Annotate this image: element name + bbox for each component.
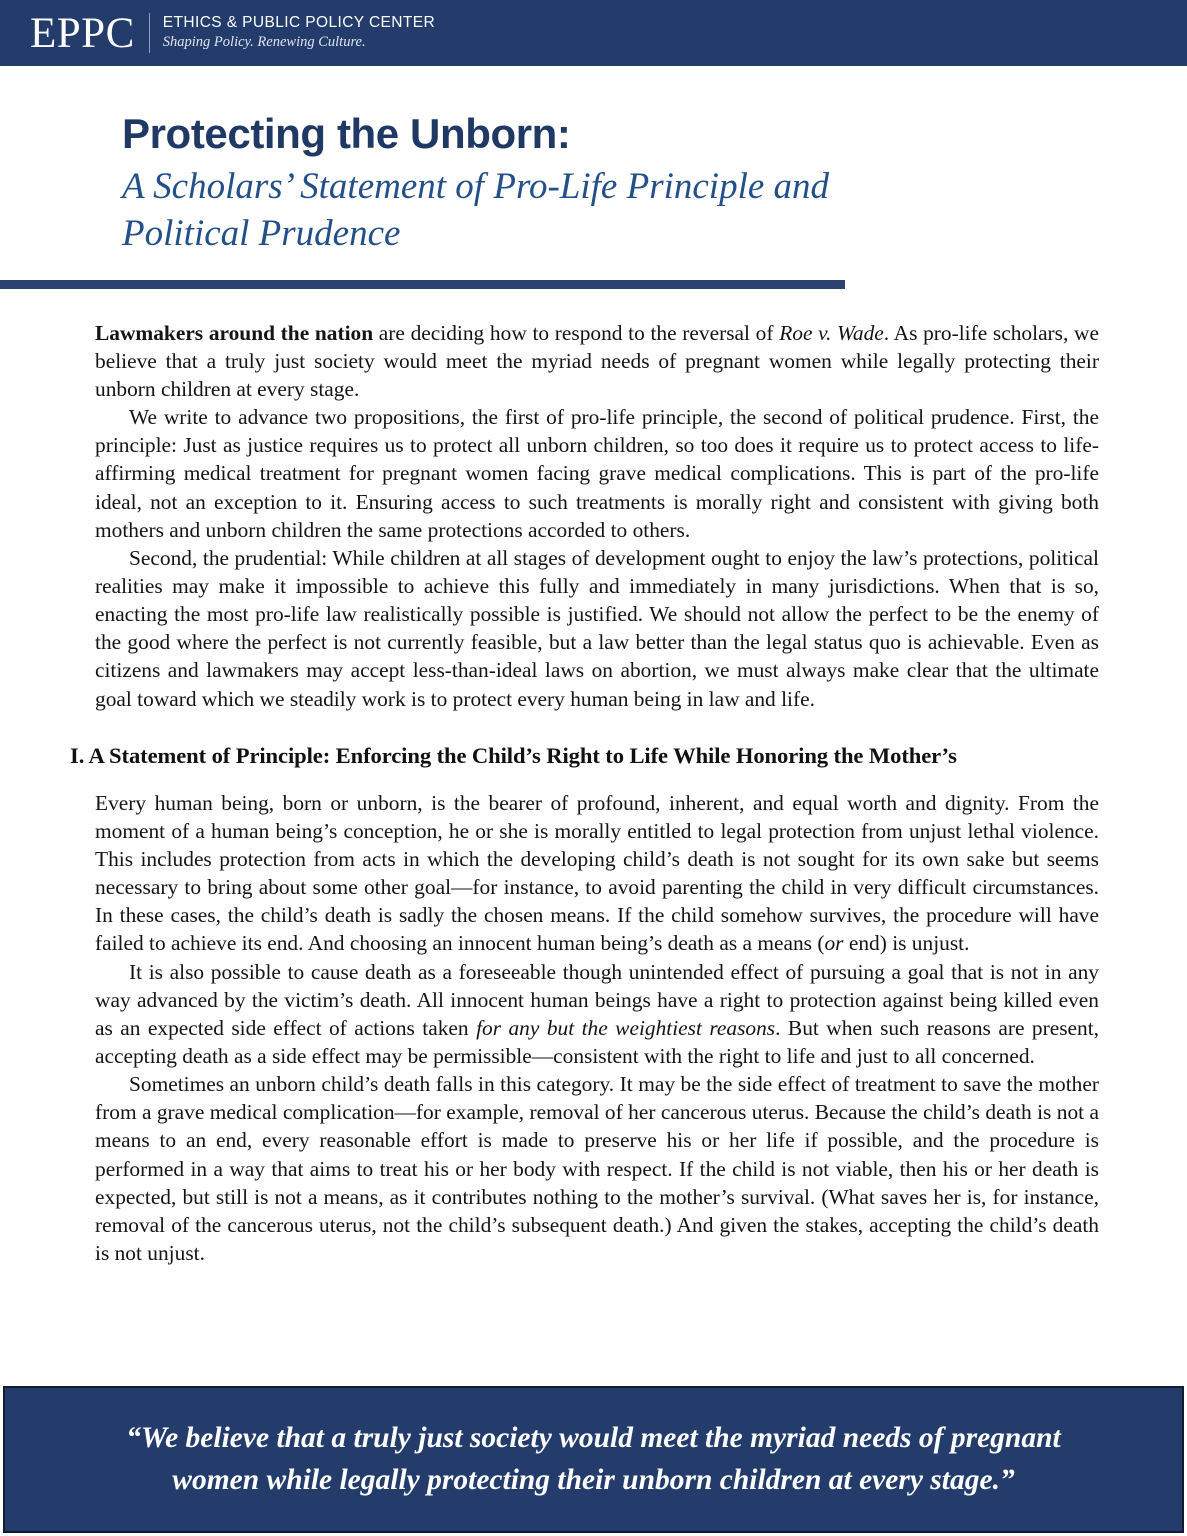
paragraph-intro-tail: . As pro-life scholars, we believe that a truly just society would meet the myriad needs of pregnant women while legally protecting their unborn children at every stage. bbox=[95, 320, 1099, 402]
footer-pull-quote-band bbox=[3, 1386, 1184, 1533]
paragraph-unborn-child-side-effect: Sometimes an unborn child’s death falls in this category. It may be the side effect of treatment to save the mother from a grave medical complication—for example, removal of her cancerous uterus. Because the child’s death is not a means to an end, every reasonable effort is made to preserve his or her life if possible, and the procedure is performed in a way that aims to treat his or her body with respect. If the child is not viable, then his or her death is expected, but still is not a means, as it contributes nothing to the mother’s survival. (What saves her is, for instance, removal of the cancerous uterus, not the child’s subsequent death.) And given the stakes, accepting the child’s death is not unjust. bbox=[95, 1072, 1099, 1265]
eppc-logo[interactable] bbox=[30, 9, 436, 57]
document-body bbox=[0, 289, 1187, 1267]
paragraph-foreseeable-part-b: . But when such reasons are present, accepting death as a side effect may be permissible—consistent with the right to life and just to all concerned. bbox=[95, 1015, 1099, 1068]
emphasis-or: or bbox=[824, 931, 844, 956]
logo-divider bbox=[149, 13, 150, 53]
eppc-wordmark: EPPC bbox=[30, 9, 135, 57]
organization-name: ETHICS & PUBLIC POLICY CENTER bbox=[162, 14, 436, 32]
pull-quote-text: “We believe that a truly just society would meet the myriad needs of pregnant women while legally protecting their unborn children at every stage.” bbox=[126, 1421, 1061, 1496]
paragraph-intro bbox=[95, 319, 1099, 403]
paragraph-foreseeable-effect bbox=[95, 958, 1099, 1071]
paragraph-human-dignity bbox=[95, 789, 1099, 958]
section-heading-statement-of-principle: I. A Statement of Principle: Enforcing the Child’s Right to Life While Honoring the Mother’s bbox=[70, 742, 957, 768]
emphasis-weightiest-reasons: for any but the weightiest reasons bbox=[476, 1015, 776, 1040]
site-header-band bbox=[0, 0, 1187, 66]
title-divider-rule bbox=[0, 280, 845, 289]
logo-text-group bbox=[163, 14, 435, 51]
paragraph-intro-rest: are deciding how to respond to the reversal of bbox=[373, 320, 780, 345]
paragraph-foreseeable-part-a: It is also possible to cause death as a foreseeable though unintended effect of pursuing a goal that is not in any way advanced by the victim’s death. All innocent human beings have a right to protection against being killed even as an expected side effect of actions taken bbox=[95, 959, 1099, 1040]
organization-tagline: Shaping Policy. Renewing Culture. bbox=[162, 34, 366, 51]
lead-in-text: Lawmakers around the nation bbox=[95, 320, 374, 345]
page-subtitle: A Scholars’ Statement of Pro-Life Principle and Political Prudence bbox=[122, 166, 830, 255]
paragraph-human-dignity-part-b: end) is unjust. bbox=[843, 931, 970, 956]
case-citation-roe-v-wade: Roe v. Wade bbox=[779, 320, 884, 345]
paragraph-prudential: Second, the prudential: While children at all stages of development ought to enjoy the law’s protections, political realities may make it impossible to achieve this fully and immediately in many jurisdictions. When that is so, enacting the most pro-life law realistically possible is justified. We should not allow the perfect to be the enemy of the good where the perfect is not currently feasible, but a law better than the legal status quo is achievable. Even as citizens and lawmakers may accept less-than-ideal laws on abortion, we must always make clear that the ultimate goal toward which we steadily work is to protect every human being in law and life. bbox=[95, 545, 1099, 711]
title-block bbox=[0, 66, 1187, 258]
paragraph-two-propositions: We write to advance two propositions, the first of pro-life principle, the second of political prudence. First, the principle: Just as justice requires us to protect all unborn children, so too does it require us to protect access to life-affirming medical treatment for pregnant women facing grave medical complications. This is part of the pro-life ideal, not an exception to it. Ensuring access to such treatments is morally right and consistent with giving both mothers and unborn children the same protections accorded to others. bbox=[95, 405, 1099, 542]
paragraph-human-dignity-part-a: Every human being, born or unborn, is the bearer of profound, inherent, and equal worth and dignity. From the moment of a human being’s conception, he or she is morally entitled to legal protection from unjust lethal violence. This includes protection from acts in which the developing child’s death is not sought for its own sake but seems necessary to bring about some other goal—for instance, to avoid parenting the child in very difficult circumstances. In these cases, the child’s death is sadly the chosen means. If the child somehow survives, the procedure will have failed to achieve its end. And choosing an innocent human being’s death as a means ( bbox=[95, 790, 1099, 956]
page-title: Protecting the Unborn: bbox=[122, 110, 571, 157]
